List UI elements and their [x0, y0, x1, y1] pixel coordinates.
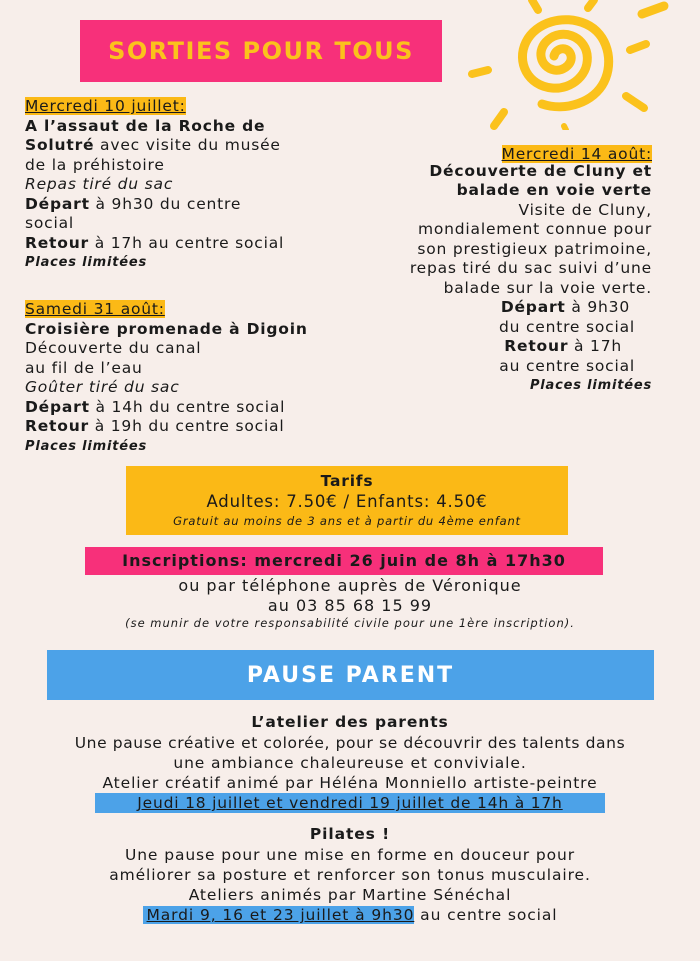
depart-info: à 9h30 — [565, 298, 630, 316]
sun-spiral-icon — [468, 0, 700, 130]
tarifs-prices: Adultes: 7.50€ / Enfants: 4.50€ — [206, 492, 488, 511]
sortie-desc-line: au fil de l’eau — [25, 358, 143, 377]
atelier-desc-line: une ambiance chaleureuse et conviviale. — [173, 754, 527, 772]
depart-info: à 9h30 du centre — [89, 194, 242, 213]
sortie-desc-line: Visite de Cluny, — [518, 200, 652, 219]
atelier-heading: L’atelier des parents — [251, 713, 449, 731]
pilates-desc-line: Une pause pour une mise en forme en douceur pour — [124, 846, 576, 864]
atelier-animator: Atelier créatif animé par Héléna Monniello artiste-peintre — [102, 774, 598, 792]
retour-info: à 17h — [568, 337, 622, 355]
sortie-desc-line: repas tiré du sac suivi d’une — [409, 259, 652, 277]
tarifs-note: Gratuit au moins de 3 ans et à partir du 4ème enfant — [173, 514, 521, 528]
sortie-desc-line: balade sur la voie verte. — [443, 278, 652, 297]
atelier-dates: Jeudi 18 juillet et vendredi 19 juillet de 14h à 17h — [95, 793, 605, 813]
tarifs-heading: Tarifs — [320, 472, 374, 490]
inscriptions-phone-line: ou par téléphone auprès de Véronique — [178, 576, 522, 595]
sortie-name: A l’assaut de la Roche de — [25, 116, 266, 135]
atelier-dates-highlight — [95, 793, 605, 813]
depart-label: Départ — [25, 397, 90, 416]
retour-label: Retour — [25, 233, 89, 252]
pilates-animator: Ateliers animés par Martine Sénéchal — [188, 886, 512, 904]
retour-label: Retour — [25, 417, 89, 435]
sortie-desc-line: mondialement connue pour — [417, 220, 652, 238]
depart-label: Départ — [500, 298, 566, 316]
pilates-desc-line: améliorer sa posture et renforcer son tonus musculaire. — [109, 866, 591, 884]
sortie-repas: Repas tiré du sac — [25, 175, 174, 193]
places-limitees: Places limitées — [25, 255, 148, 270]
depart-info-line2: social — [25, 214, 74, 232]
sortie-desc-line: son prestigieux patrimoine, — [417, 239, 652, 258]
sortie-date: Mercredi 10 juillet: — [25, 97, 186, 115]
inscriptions-heading: Inscriptions: mercredi 26 juin de 8h à 17h30 — [85, 547, 603, 575]
retour-info-line2: au centre social — [499, 356, 635, 375]
depart-info-line2: du centre social — [498, 317, 635, 336]
sortie-name-continued: Solutré — [25, 136, 95, 154]
sortie-cluny — [410, 145, 652, 396]
pause-parent-title: PAUSE PARENT — [47, 650, 654, 700]
retour-info: à 19h du centre social — [89, 417, 285, 435]
sortie-desc-line: Découverte du canal — [25, 339, 202, 357]
pilates-heading: Pilates ! — [309, 825, 391, 843]
sortie-desc: avec visite du musée — [94, 136, 281, 154]
retour-label: Retour — [504, 337, 569, 355]
sortie-gouter: Goûter tiré du sac — [25, 378, 180, 396]
inscriptions-phone-number: au 03 85 68 15 99 — [267, 596, 433, 615]
pilates-dates: Mardi 9, 16 et 23 juillet à 9h30 — [143, 906, 415, 924]
sortie-name: Découverte de Cluny et — [429, 161, 652, 180]
places-limitees: Places limitées — [25, 438, 148, 454]
page-title: SORTIES POUR TOUS — [80, 20, 442, 82]
depart-info: à 14h du centre social — [89, 397, 286, 416]
inscriptions-note: (se munir de votre responsabilité civile pour une 1ère inscription). — [125, 616, 575, 630]
sortie-date: Samedi 31 août: — [25, 300, 165, 318]
sortie-digoin — [25, 300, 308, 456]
sortie-roche-solutre — [25, 97, 284, 273]
pilates-dates-line — [0, 905, 700, 925]
atelier-desc-line: Une pause créative et colorée, pour se découvrir des talents dans — [74, 734, 626, 752]
depart-label: Départ — [25, 194, 90, 213]
places-limitees: Places limitées — [529, 378, 652, 393]
retour-info: à 17h au centre social — [89, 233, 285, 252]
sortie-name: Croisière promenade à Digoin — [25, 319, 308, 338]
sortie-date: Mercredi 14 août: — [501, 145, 652, 163]
pilates-location: au centre social — [414, 906, 558, 924]
sortie-name-continued: balade en voie verte — [456, 181, 652, 199]
tarifs-box — [126, 466, 568, 535]
sortie-desc-line: de la préhistoire — [25, 155, 165, 174]
